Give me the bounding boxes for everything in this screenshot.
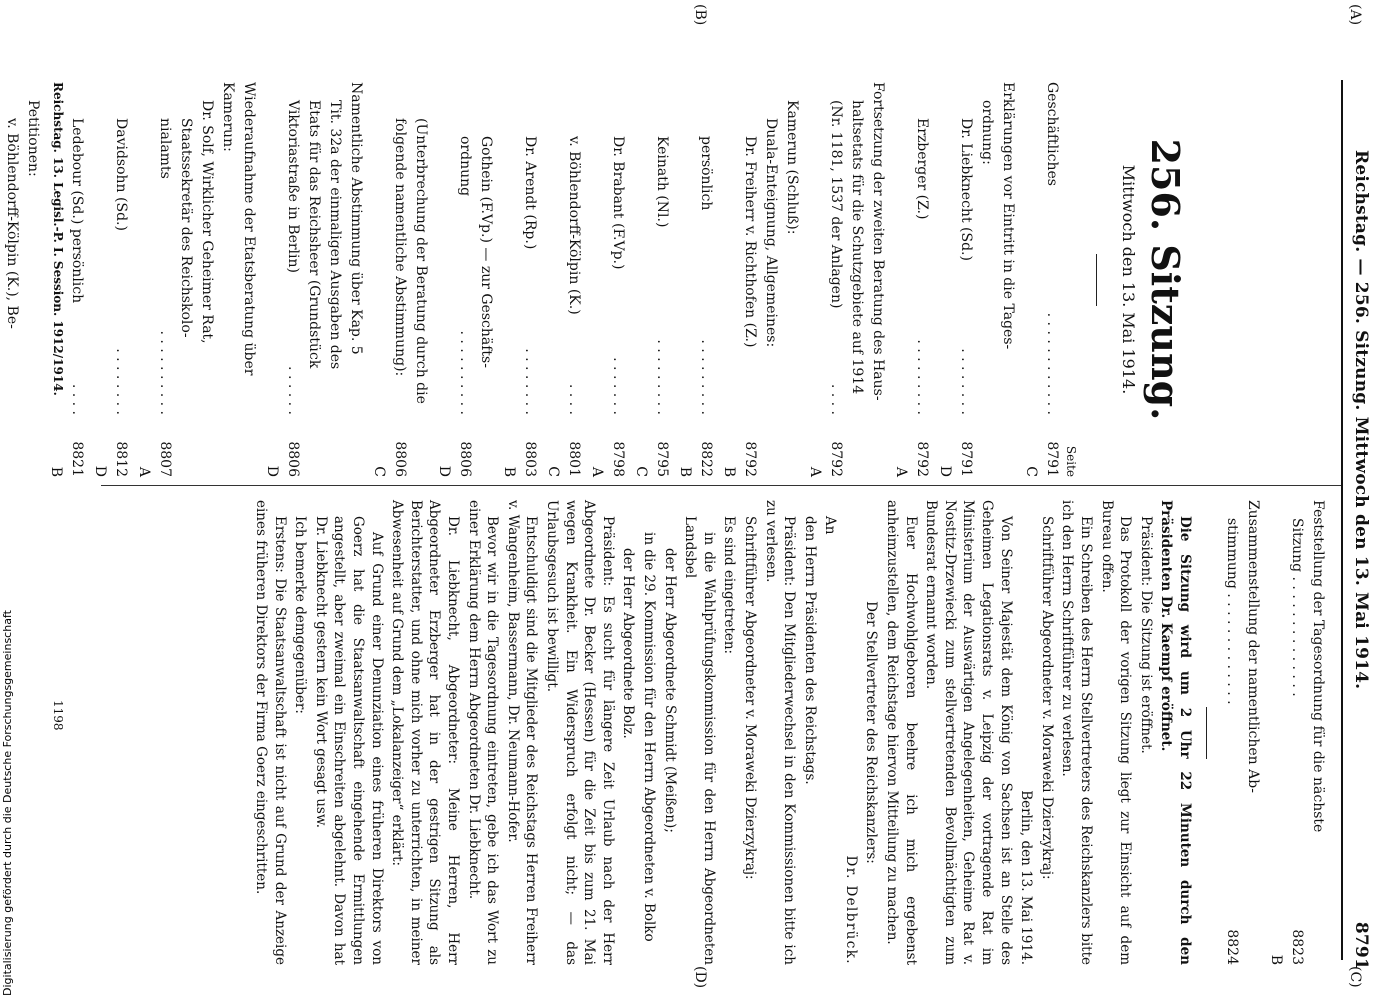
agenda-paragraph: Bevor wir in die Tagesordnung eintreten, gebe ich das Wort zu einer Erklärung dem Herrn Abgeordneten Dr. Liebknecht. [465, 500, 501, 965]
toc-entry [1018, 82, 1062, 477]
margin-mark-b: (B) [692, 4, 708, 26]
margin-mark-c: (C) [1347, 966, 1363, 988]
toc-entry-text: Kamerun: [220, 82, 236, 152]
toc-entry-text: folgende namentliche Abstimmung): [392, 118, 408, 377]
toc-entry-text: Dr. Arendt (Rp.) [522, 136, 538, 250]
toc-entry [628, 82, 672, 477]
letter-date: Berlin, den 13. Mai 1914. [1018, 790, 1035, 965]
toc-entry-text: Erzberger (Z.) [914, 118, 930, 220]
toc-entry [259, 82, 303, 477]
toc-entry [888, 82, 932, 477]
entered-heading: Es sind eingetreten: [721, 516, 738, 655]
toc-entry-text: Dr. Freiherr v. Richthofen (Z.) [742, 136, 758, 348]
letter-request-body: Euer Hochwohlgeboren beehre ich mich ergebenst anheimzustellen, dem Reichstage hiervon Mitteilung zu machen. [884, 500, 919, 965]
reply-intro: Ich bemerke demgegenüber: [292, 516, 309, 714]
quoted-statement: Auf Grund einer Denunziation eines früheren Direktors von Goerz hat die Staatsanwaltschaft eingehende Ermittlungen angestellt, aber zweimal ein Einschreiten abgelehnt. Davon hat Dr. Liebknecht gestern kein Wort gesagt usw. [312, 516, 385, 965]
toc-entry-text: ordnung: [979, 100, 995, 165]
toc-entry-text: Erklärungen vor Eintritt in die Tages- [1000, 82, 1016, 350]
margin-mark-a: (A) [1347, 4, 1363, 26]
toc-entry-page [24, 415, 43, 477]
toc-entry [1219, 500, 1242, 965]
toc-entry [1307, 500, 1328, 965]
toc-entry [0, 82, 1, 477]
toc-entry [1263, 500, 1307, 965]
toc-entry-page [198, 415, 217, 477]
sitting-date: Mittwoch den 13. Mai 1914. [1119, 164, 1138, 395]
toc-entry [781, 82, 802, 477]
toc-entry-dots: . . . . . . . . . [698, 339, 714, 415]
toc-entry-dots: . . . . . . . . . . [157, 330, 173, 415]
table-of-contents [0, 82, 1062, 477]
header-rule [1341, 80, 1343, 960]
toc-entry-page: 8803 B [501, 441, 538, 477]
toc-entry [345, 82, 366, 477]
toc-entry [475, 82, 496, 477]
running-head [1347, 150, 1371, 970]
toc-entry [802, 82, 846, 477]
toc-entry-text: v. Böhlendorff-Kölpin (K.) [566, 136, 582, 315]
toc-entry-page [999, 415, 1018, 477]
opening-paragraph: Die Sitzung wird um 2 Uhr 22 Minuten durch den Präsidenten Dr. Kaempf eröffnet. [1158, 500, 1193, 965]
toc-entry-text: persönlich [698, 136, 714, 211]
toc-entry [366, 82, 410, 477]
toc-entry-page [783, 415, 802, 477]
letter-sign-title: Der Stellvertreter des Reichskanzlers: [863, 601, 880, 864]
toc-entry-text: Duala-Enteignung, Allgemeines: [763, 118, 779, 348]
toc-entry-text: Kamerun (Schluß): [784, 100, 800, 235]
toc-entry-page: 8792 A [807, 441, 844, 477]
toc-entry-page [848, 415, 867, 477]
letter-request: Ein Schreiben des Herrn Stellvertreters des Reichskanzlers bitte ich den Herrn Schriftführer zu verlesen. [1059, 500, 1095, 965]
toc-entry [976, 82, 997, 477]
toc-entry-dots: . . . . . . . . . [914, 339, 930, 415]
toc-entry-dots: . . . . [828, 383, 844, 415]
toc-entry [540, 82, 584, 477]
toc-entry-page: 8798 A [589, 441, 626, 477]
toc-entry-dots: . . . . . . [285, 366, 301, 415]
commission-entry-1: in die Wahlprüfungskommission für den Herrn Abgeordneten Landsbel [682, 516, 717, 965]
toc-entry-page: 8792 B [721, 441, 758, 477]
toc-entry-text: Ledebour (Sd.) persönlich [69, 118, 85, 304]
leave-paragraph: Präsident: Es sucht für längere Zeit Urlaub nach der Herr Abgeordnete Dr. Becker (Hessen) für die Zeit bis zum 21. Mai wegen Krankheit. Ein Widerspruch erfolgt nicht; — das Urlaubsgesuch ist bewilligt. [544, 500, 616, 965]
toc-continued [1219, 500, 1328, 965]
toc-entry-text: Etats für das Reichsheer (Grundstück [306, 100, 322, 369]
digitization-note: Digitalisierung gefördert durch die Deutsche Forschungsgemeinschaft [1, 610, 14, 996]
excused-paragraph: Entschuldigt sind die Mitglieder des Reichstags Herren Freiherr v. Wangenheim, Bassermann, Dr. Neumann-Hofer. [504, 500, 540, 965]
toc-entry-page: 8824 [1224, 929, 1240, 965]
letter-signature: Dr. Delbrück. [842, 855, 859, 965]
toc-entry [131, 82, 175, 477]
toc-entry-text: Sitzung . . . . . . . . . . . . . . [1289, 518, 1305, 697]
toc-entry [196, 82, 217, 477]
column-rule [101, 485, 1341, 486]
toc-entry-page [240, 415, 259, 477]
toc-entry-text: Dr. Liebknecht (Sd.) [958, 118, 974, 261]
toc-entry-page: 8791 C [1023, 441, 1060, 477]
toc-entry-page: 8795 C [633, 441, 670, 477]
toc-entry-page [347, 415, 366, 477]
toc-entry [217, 82, 238, 477]
toc-entry [867, 82, 888, 477]
toc-entry-dots: . . . . . . . . . [654, 339, 670, 415]
toc-entry-text: ordnung [457, 136, 473, 197]
toc-entry-page [1244, 903, 1263, 965]
toc-entry [1, 82, 22, 477]
toc-entry-page [305, 415, 324, 477]
toc-entry-text: Feststellung der Tagesordnung für die nächste [1310, 500, 1326, 833]
toc-entry-text: Dr. Brabant (F.Vp.) [610, 136, 626, 270]
toc-entry-dots: . . . . . . . . [522, 348, 538, 415]
letter-addressee: den Herrn Präsidenten des Reichstags. [801, 516, 818, 785]
toc-entry-text: Zusammenstellung der namentlichen Ab- [1245, 500, 1261, 793]
liebknecht-statement: Dr. Liebknecht, Abgeordneter: Meine Herren, Herr Abgeordneter Erzberger hat in der gestrigen Sitzung als Berichterstatter, und ohne mich vorher zu unterrichten, in meiner Abwesenheit auf Grund dem „Lokalanzeiger“ erklärt: [389, 500, 462, 965]
running-head-page: 8791 [1351, 921, 1371, 970]
toc-entry [238, 82, 259, 477]
toc-entry-page [477, 415, 496, 477]
toc-entry-dots: . . . . . . . . [113, 348, 129, 415]
toc-entry-page [3, 415, 22, 477]
toc-entry-text: Staatssekretär des Reichskolo- [178, 118, 194, 338]
toc-entry-text: Fortsetzung der zweiten Beratung des Haus- [870, 82, 886, 401]
toc-entry [431, 82, 475, 477]
toc-entry [1242, 500, 1263, 965]
footer-page-number: 1198 [51, 700, 65, 731]
toc-entry-page: 8807 A [136, 441, 173, 477]
president-statement: Präsident: Die Sitzung ist eröffnet. [1137, 516, 1154, 754]
left-column [0, 82, 1328, 477]
toc-entry-text: Gothein (F.Vp.) — zur Geschäfts- [478, 136, 494, 368]
commission-member-1: der Herr Abgeordnete Schmidt (Meißen); [661, 548, 678, 833]
toc-entry-text: (Unterbrechung der Beratung durch die [413, 118, 429, 404]
toc-entry-text: nialamts [157, 118, 173, 179]
toc-entry [496, 82, 540, 477]
letter-addressee-an: An [822, 516, 839, 535]
toc-entry [716, 82, 760, 477]
toc-entry [760, 82, 781, 477]
toc-entry-page [869, 415, 888, 477]
secretary-heading: Schriftführer Abgeordneter v. Moraweki Dzierzykraj: [1038, 516, 1055, 880]
toc-entry [672, 82, 716, 477]
toc-entry-text: haltsetats für die Schutzgebiete auf 1914 [849, 100, 865, 395]
commission-request: Präsident: Den Mitgliederwechsel in den Kommissionen bitte ich zu verlesen. [762, 500, 798, 965]
toc-entry [87, 82, 131, 477]
toc-seite-label: Seite [1064, 445, 1078, 477]
toc-entry [932, 82, 976, 477]
secretary-heading-2: Schriftführer Abgeordneter v. Moraweki Dzierzykraj: [741, 516, 758, 880]
toc-entry-text: Wiederaufnahme der Etatsberatung über [241, 82, 257, 376]
toc-entry-page: 8792 A [893, 441, 930, 477]
toc-entry [43, 82, 87, 477]
toc-entry-page [326, 415, 345, 477]
sitting-title: 256. Sitzung. [1143, 138, 1188, 421]
toc-entry-page: 8823 B [1268, 929, 1305, 965]
commission-entry-2: in die 29. Kommission für den Herrn Abgeordneten v. Bolko [640, 532, 657, 942]
toc-entry-text: (Nr. 1181, 1537 der Anlagen) [828, 100, 844, 309]
toc-entry-page: 8806 C [371, 441, 408, 477]
toc-entry-text: Dr. Solf, Wirklicher Geheimer Rat, [199, 100, 215, 344]
toc-entry-dots: . . . . [69, 383, 85, 415]
toc-entry-page: 8822 B [677, 441, 714, 477]
letter-body: Von Seiner Majestät dem König von Sachsen ist an Stelle des Geheimen Legationsrats v. Leipzig der vortragende Rat im Ministerium der Auswärtigen Angelegenheiten, Geheime Rat v. Nostitz-Drzewiecki zum stellvertretenden Bevollmächtigten zum Bundesrat ernannt worden. [923, 500, 1014, 965]
footer-session: Reichstag. 13. Legisl.-P. I. Session. 1912/1914. [51, 82, 65, 396]
toc-entry-text: Petitionen: [25, 100, 41, 177]
toc-entry-text: Tit. 32a der einmaligen Ausgaben des [327, 100, 343, 370]
toc-entry [324, 82, 345, 477]
margin-mark-d: (D) [692, 966, 708, 989]
toc-end-rule [1206, 707, 1207, 759]
toc-entry [584, 82, 628, 477]
toc-entry-text: stimmung . . . . . . . . . . . . . [1224, 518, 1240, 705]
toc-entry-dots: . . . . . . . . [958, 348, 974, 415]
toc-entry-dots: . . . . . . . [610, 357, 626, 415]
toc-entry-text: Keinath (Nl.) [654, 136, 670, 228]
toc-entry-page [978, 415, 997, 477]
right-column [250, 500, 1329, 965]
title-rule [1096, 254, 1097, 306]
running-head-title: Reichstag. — 256. Sitzung. Mittwoch den 13. Mai 1914. [1351, 150, 1371, 690]
toc-entry-text: Namentliche Abstimmung über Kap. 5 [348, 82, 364, 355]
toc-entry-page: 8806 D [436, 441, 473, 477]
toc-entry-text: v. Böhlendorff-Kölpin (K.), Be- [4, 118, 20, 329]
toc-entry-page [177, 415, 196, 477]
protocol-note: Das Protokoll der vorigen Sitzung liegt zur Einsicht auf dem Bureau offen. [1098, 500, 1134, 965]
toc-entry [410, 82, 431, 477]
toc-entry-page [762, 415, 781, 477]
toc-entry-page [1309, 903, 1328, 965]
toc-entry-dots: . . . . . . . . . . . . [1044, 312, 1060, 415]
toc-entry [175, 82, 196, 477]
toc-entry-page [219, 415, 238, 477]
toc-entry-page: 8821 B [48, 441, 85, 477]
commission-member-2: der Herr Abgeordnete Bolz. [620, 548, 637, 739]
toc-entry-dots: . . . . . . . . . . [457, 330, 473, 415]
toc-entry [303, 82, 324, 477]
reply-first-point: Erstens: Die Staatsanwaltschaft ist nicht auf Grund der Anzeige eines früheren Direktors der Firma Goerz eingeschritten. [253, 500, 288, 965]
toc-entry [22, 82, 43, 477]
toc-entry-page: 8801 C [545, 441, 582, 477]
toc-entry-text: Davidsohn (Sd.) [113, 118, 129, 231]
toc-entry [997, 82, 1018, 477]
toc-entry-page: 8812 D [92, 441, 129, 477]
toc-entry-page [412, 415, 431, 477]
toc-entry-dots [0, 339, 1, 415]
toc-entry [846, 82, 867, 477]
toc-entry-page: 8791 D [937, 441, 974, 477]
toc-entry-page: 8806 D [264, 441, 301, 477]
toc-entry-page [0, 415, 1, 477]
toc-entry-text [0, 136, 1, 339]
toc-entry-text: Geschäftliches [1044, 82, 1060, 186]
toc-entry-dots: . . . . [566, 383, 582, 415]
toc-entry-text: Viktoriastraße in Berlin) [285, 100, 301, 273]
